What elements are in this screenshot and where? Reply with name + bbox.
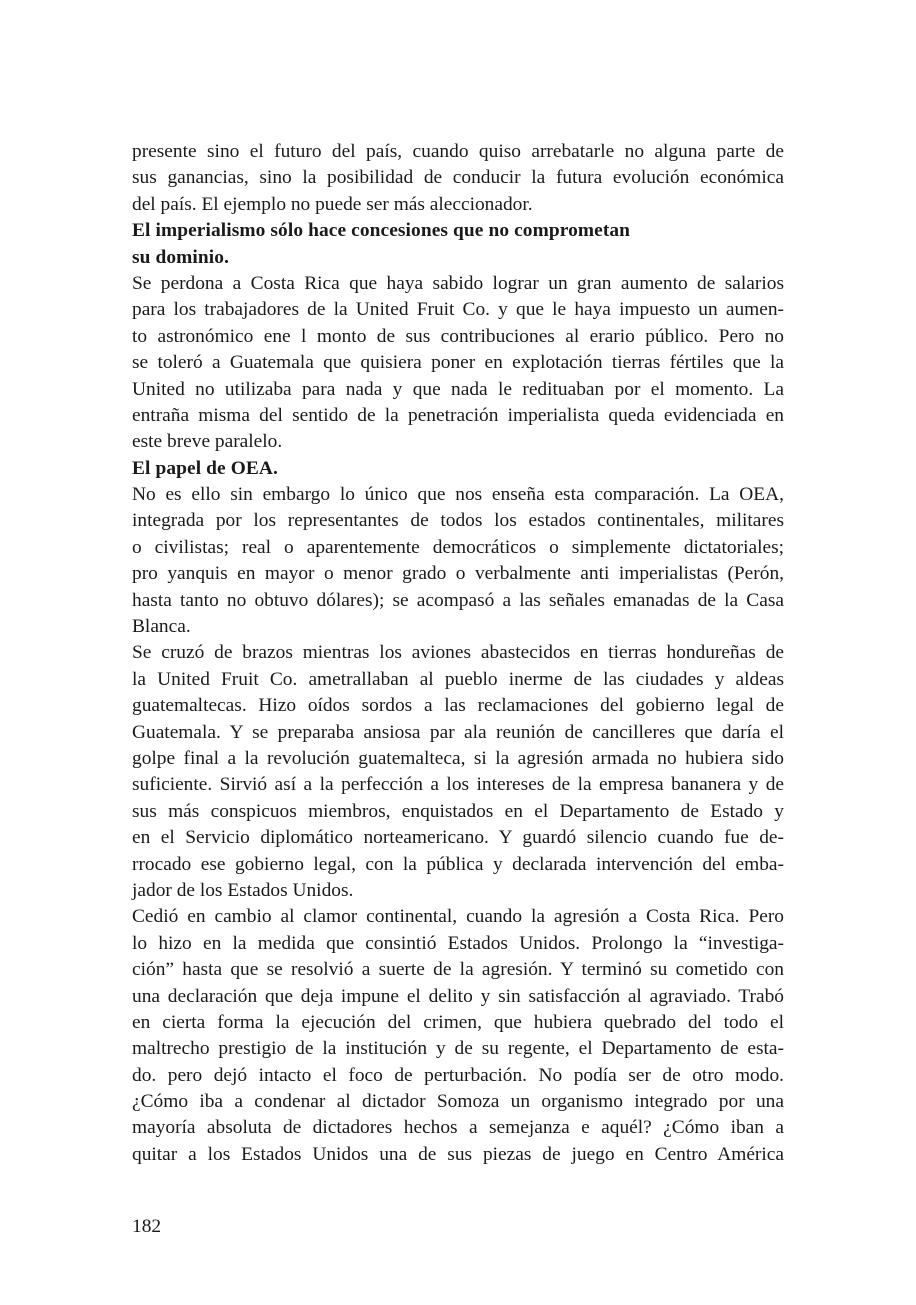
body-text-line: se toleró a Guatemala que quisiera poner en explotación tierras fértiles que la <box>132 352 784 374</box>
body-text-line: en cierta forma la ejecución del crimen, que hubiera quebrado del todo el <box>132 1011 784 1033</box>
body-text-line: Guatemala. Y se preparaba ansiosa par ala reunión de cancilleres que daría el <box>132 721 784 743</box>
body-text-line: United no utilizaba para nada y que nada le redituaban por el momento. La <box>132 378 784 400</box>
body-text-line: No es ello sin embargo lo único que nos enseña esta comparación. La OEA, <box>132 484 784 506</box>
body-text-line: ¿Cómo iba a condenar al dictador Somoza un organismo integrado por una <box>132 1091 784 1113</box>
body-text-line: ción” hasta que se resolvió a suerte de la agresión. Y terminó su cometido con <box>132 959 784 981</box>
body-text-line: lo hizo en la medida que consintió Estados Unidos. Prolongo la “investiga- <box>132 932 784 954</box>
body-text-line: integrada por los representantes de todos los estados continentales, militares <box>132 510 784 532</box>
body-text-line: este breve paralelo. <box>132 431 283 453</box>
body-text-line: Se cruzó de brazos mientras los aviones abastecidos en tierras hondureñas de <box>132 642 784 664</box>
body-text-line: Cedió en cambio al clamor continental, cuando la agresión a Costa Rica. Pero <box>132 906 784 928</box>
page-text <box>132 139 784 1168</box>
body-text-line: Blanca. <box>132 616 191 638</box>
body-text-line: sus ganancias, sino la posibilidad de conducir la futura evolución económica <box>132 167 784 189</box>
body-text-line: maltrecho prestigio de la institución y de su regente, el Departamento de esta- <box>132 1038 784 1060</box>
body-text-line: mayoría absoluta de dictadores hechos a semejanza e aquél? ¿Cómo iban a <box>132 1117 784 1139</box>
body-text-line: do. pero dejó intacto el foco de perturbación. No podía ser de otro modo. <box>132 1064 784 1086</box>
body-text-line: pro yanquis en mayor o menor grado o verbalmente anti imperialistas (Perón, <box>132 563 784 585</box>
body-text-line: rrocado ese gobierno legal, con la pública y declarada intervención del emba- <box>132 853 784 875</box>
body-text-line: guatemaltecas. Hizo oídos sordos a las reclamaciones del gobierno legal de <box>132 695 784 717</box>
body-text-line: Se perdona a Costa Rica que haya sabido lograr un gran aumento de salarios <box>132 272 784 294</box>
body-text-line: la United Fruit Co. ametrallaban al pueblo inerme de las ciudades y aldeas <box>132 668 784 690</box>
body-text-line: hasta tanto no obtuvo dólares); se acompasó a las señales emanadas de la Casa <box>132 589 784 611</box>
body-text-line: del país. El ejemplo no puede ser más aleccionador. <box>132 193 533 215</box>
body-text-line: presente sino el futuro del país, cuando quiso arrebatarle no alguna parte de <box>132 141 784 162</box>
body-text-line: suficiente. Sirvió así a la perfección a los intereses de la empresa bananera y de <box>132 774 784 796</box>
body-text-line: jador de los Estados Unidos. <box>132 879 354 901</box>
section-heading-line: El imperialismo sólo hace concesiones que no comprometan <box>132 220 631 242</box>
section-heading-line: El papel de OEA. <box>132 457 278 479</box>
body-text-line: una declaración que deja impune el delito y sin satisfacción al agraviado. Trabó <box>132 985 784 1007</box>
body-text-line: to astronómico ene l monto de sus contribuciones al erario público. Pero no <box>132 325 784 347</box>
body-text-line: para los trabajadores de la United Fruit Co. y que le haya impuesto un aumen- <box>132 299 784 321</box>
body-text-line: golpe final a la revolución guatemalteca, si la agresión armada no hubiera sido <box>132 747 784 769</box>
body-text-line: sus más conspicuos miembros, enquistados en el Departamento de Estado y <box>132 800 784 822</box>
body-text-line: quitar a los Estados Unidos una de sus piezas de juego en Centro América <box>132 1143 784 1165</box>
body-text-line: en el Servicio diplomático norteamericano. Y guardó silencio cuando fue de- <box>132 827 784 849</box>
section-heading-line: su dominio. <box>132 246 230 268</box>
page-number: 182 <box>132 1216 162 1237</box>
body-text-line: entraña misma del sentido de la penetración imperialista queda evidenciada en <box>132 404 784 426</box>
body-text-line: o civilistas; real o aparentemente democráticos o simplemente dictatoriales; <box>132 536 784 558</box>
